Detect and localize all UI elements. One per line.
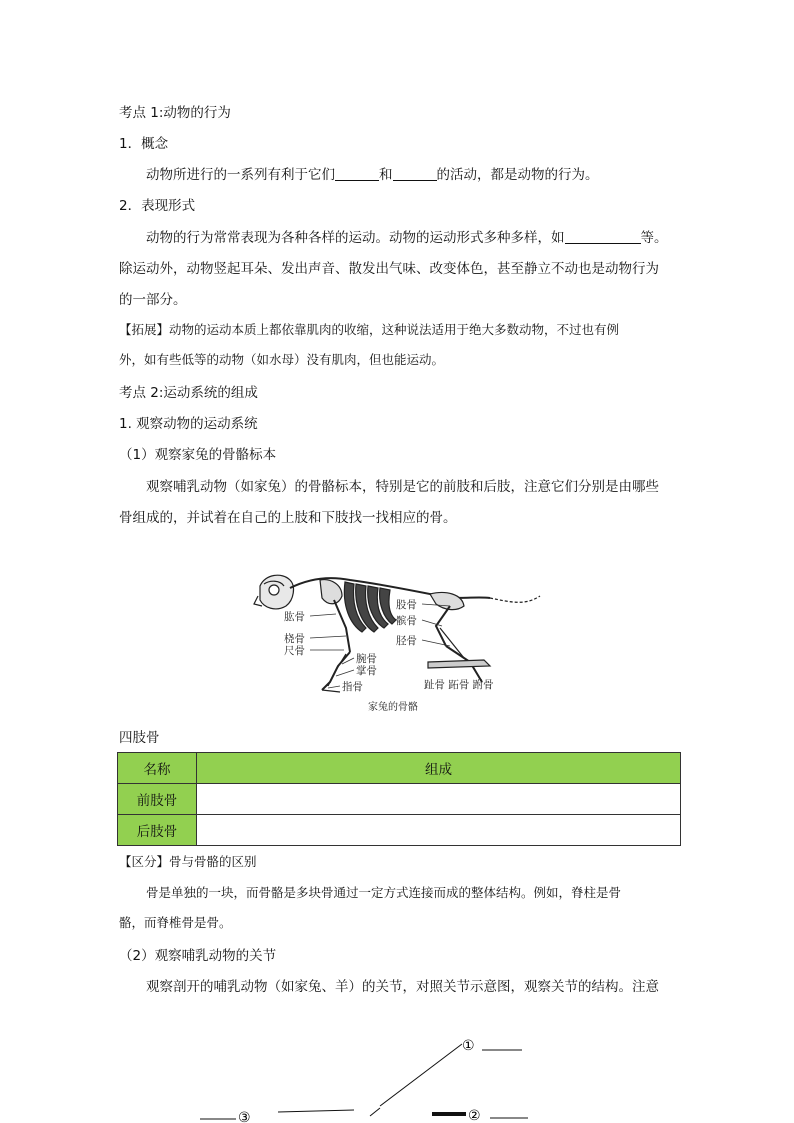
label-metacarpal: 掌骨 [356,665,377,677]
rabbit-subheading: （1）观察家兔的骨骼标本 [119,447,277,463]
cartilage-mark [432,1112,466,1116]
extension-note-1: 【拓展】动物的运动本质上都依靠肌肉的收缩，这种说法适用于绝大多数动物，不过也有例 [119,322,620,337]
table-row [118,815,681,846]
table-row [118,784,681,815]
concept-paragraph [146,166,599,184]
table-cell-answer[interactable] [197,815,681,846]
table-header-name: 名称 [118,753,197,784]
concept-text-c: 的活动，都是动物的行为。 [436,167,599,183]
limb-bones-heading: 四肢骨 [119,730,160,746]
label-foot-bones: 趾骨 跖骨 跗骨 [424,679,494,691]
kp1-title: 考点 1:动物的行为 [119,105,231,121]
table-cell-answer[interactable] [197,784,681,815]
rabbit-paragraph-1: 观察哺乳动物（如家兔）的骨骼标本，特别是它的前肢和后肢，注意它们分别是由哪些 [146,479,659,495]
table-cell-name: 前肢骨 [118,784,197,815]
form-paragraph-2: 除运动外，动物竖起耳朵、发出声音、散发出气味、改变体色，甚至静立不动也是动物行为 [119,261,659,277]
distinction-note-2: 骼，而脊椎骨是骨。 [119,915,232,930]
joint-paragraph: 观察剖开的哺乳动物（如家兔、羊）的关节，对照关节示意图，观察关节的结构。注意 [146,979,659,995]
rabbit-skeleton-figure [250,566,550,716]
fill-blank[interactable] [393,166,437,181]
label-ulna: 尺骨 [284,645,305,657]
concept-heading: 1．概念 [119,136,169,152]
joint-subheading: （2）观察哺乳动物的关节 [119,948,277,964]
extension-note-2: 外，如有些低等的动物（如水母）没有肌肉，但也能运动。 [119,352,445,367]
label-tibia: 胫骨 [396,635,417,647]
label-phalanx: 指骨 [342,681,363,693]
form-heading: 2．表现形式 [119,198,196,214]
form-text-1b: 等。 [640,230,668,246]
label-femur: 股骨 [396,599,417,611]
table-cell-name: 后肢骨 [118,815,197,846]
label-radius: 桡骨 [284,633,305,645]
label-humerus: 肱骨 [284,611,305,623]
figure-caption: 家兔的骨骼 [368,702,418,713]
joint-mark-1: ① [462,1038,475,1054]
joint-mark-3: ③ [238,1110,251,1123]
fill-blank[interactable] [565,229,641,244]
table-header-composition: 组成 [197,753,681,784]
limb-bones-table [117,752,681,846]
form-paragraph-3: 的一部分。 [119,292,187,308]
label-carpal: 腕骨 [356,653,377,665]
label-patella: 髌骨 [396,615,417,627]
rabbit-paragraph-2: 骨组成的，并试着在自己的上肢和下肢找一找相应的骨。 [119,510,457,526]
form-paragraph-1 [146,229,668,247]
fill-blank[interactable] [335,166,379,181]
form-text-1a: 动物的行为常常表现为各种各样的运动。动物的运动形式多种多样，如 [146,230,565,246]
distinction-note-1: 骨是单独的一块，而骨骼是多块骨通过一定方式连接而成的整体结构。例如，脊柱是骨 [146,885,622,900]
table-header-row [118,753,681,784]
kp2-title: 考点 2:运动系统的组成 [119,385,258,401]
observe-heading: 1. 观察动物的运动系统 [119,416,258,432]
concept-text-a: 动物所进行的一系列有利于它们 [146,167,335,183]
concept-text-b: 和 [379,167,393,183]
joint-mark-2: ② [468,1108,481,1123]
joint-diagram [190,1034,540,1123]
distinction-note-title: 【区分】骨与骨骼的区别 [119,854,257,869]
